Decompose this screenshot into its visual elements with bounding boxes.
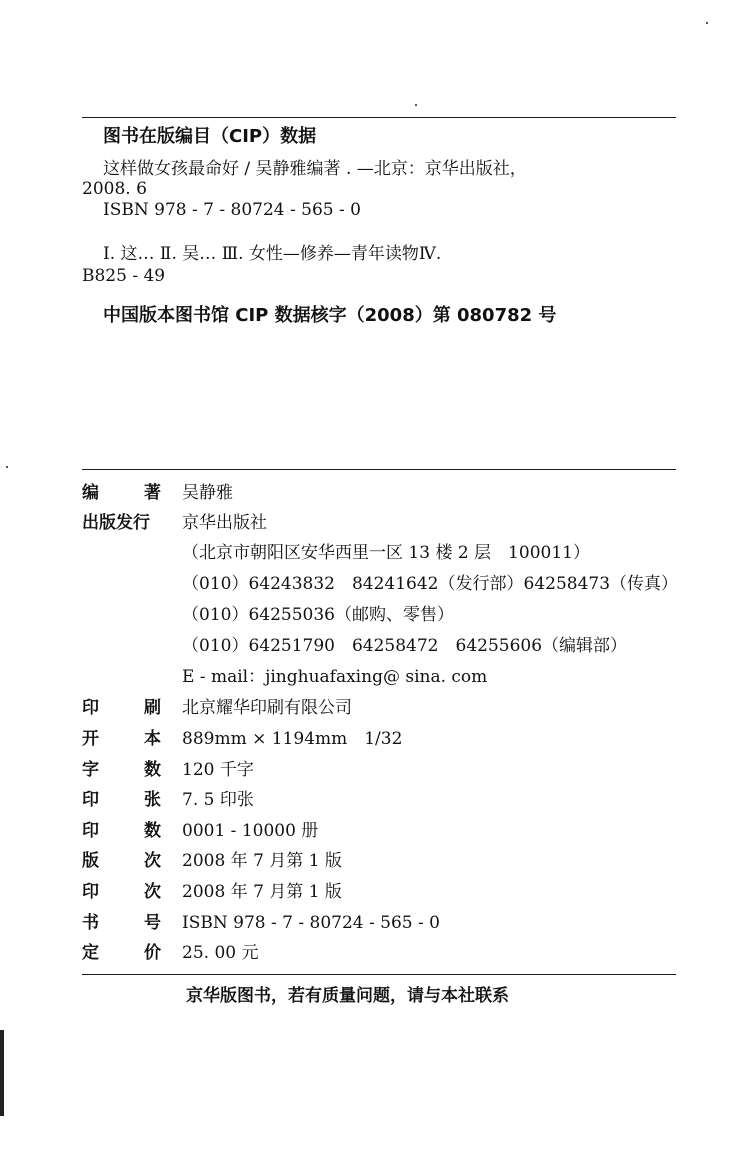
cip-date-line: 2008. 6: [82, 179, 147, 199]
isbn-label: [82, 913, 161, 933]
author-label: [82, 483, 161, 503]
author-label-char-1: 编: [82, 483, 99, 503]
colophon-bottom-rule: [82, 974, 676, 975]
scan-speck-top-right: [706, 22, 708, 24]
format-value: 889mm × 1194mm 1/32: [182, 729, 403, 749]
print-run-value: 0001 - 10000 册: [182, 821, 319, 841]
edition-label-char-1: 版: [82, 851, 99, 871]
sheets-label-char-1: 印: [82, 790, 99, 810]
scan-speck-left: [6, 466, 8, 468]
printing-label-char-1: 印: [82, 882, 99, 902]
print-run-label: [82, 821, 161, 841]
word-count-label-char-1: 字: [82, 760, 99, 780]
print-run-label-char-1: 印: [82, 821, 99, 841]
top-rule: [82, 117, 676, 118]
word-count-value: 120 千字: [182, 760, 254, 780]
sheets-label-char-2: 张: [144, 790, 161, 810]
price-label-char-2: 价: [144, 943, 161, 963]
publisher-phone-3: （010）64251790 64258472 64255606（编辑部）: [182, 636, 628, 656]
publisher-phone-2: （010）64255036（邮购、零售）: [182, 605, 454, 625]
author-label-char-2: 著: [144, 483, 161, 503]
publisher-email: E - mail：jinghuafaxing@ sina. com: [182, 667, 488, 687]
printer-label-char-1: 印: [82, 698, 99, 718]
printer-label-char-2: 刷: [144, 698, 161, 718]
printing-label-char-2: 次: [144, 882, 161, 902]
word-count-label-char-2: 数: [144, 760, 161, 780]
format-label: [82, 729, 161, 749]
edition-label-char-2: 次: [144, 851, 161, 871]
scan-edge-bar: [0, 1030, 4, 1116]
cip-isbn-line: ISBN 978 - 7 - 80724 - 565 - 0: [103, 200, 361, 220]
print-run-label-char-2: 数: [144, 821, 161, 841]
isbn-value: ISBN 978 - 7 - 80724 - 565 - 0: [182, 913, 440, 933]
cip-heading: 图书在版编目（CIP）数据: [103, 126, 317, 147]
scan-speck-top-center: [415, 104, 417, 106]
quality-notice: 京华版图书，若有质量问题，请与本社联系: [186, 986, 509, 1006]
format-label-char-2: 本: [144, 729, 161, 749]
printer-value: 北京耀华印刷有限公司: [182, 698, 352, 718]
cip-record-number: 中国版本图书馆 CIP 数据核字（2008）第 080782 号: [103, 305, 557, 326]
cip-subject-line: Ⅰ. 这… Ⅱ. 吴… Ⅲ. 女性—修养—青年读物Ⅳ.: [103, 244, 442, 264]
isbn-label-char-1: 书: [82, 913, 99, 933]
printing-label: [82, 882, 161, 902]
price-label-char-1: 定: [82, 943, 99, 963]
publisher-address: （北京市朝阳区安华西里一区 13 楼 2 层 100011）: [182, 543, 590, 563]
price-label: [82, 943, 161, 963]
cip-title-line: 这样做女孩最命好 / 吴静雅编著 . —北京：京华出版社，: [103, 159, 527, 179]
colophon-top-rule: [82, 469, 676, 470]
isbn-label-char-2: 号: [144, 913, 161, 933]
publisher-phone-1: （010）64243832 84241642（发行部）64258473（传真）: [182, 574, 679, 594]
publisher-label: 出版发行: [82, 513, 150, 533]
sheets-value: 7. 5 印张: [182, 790, 254, 810]
cip-classification-line: B825 - 49: [82, 266, 166, 286]
edition-label: [82, 851, 161, 871]
format-label-char-1: 开: [82, 729, 99, 749]
price-value: 25. 00 元: [182, 943, 259, 963]
author-value: 吴静雅: [182, 483, 233, 503]
word-count-label: [82, 760, 161, 780]
publisher-value: 京华出版社: [182, 513, 267, 533]
printer-label: [82, 698, 161, 718]
edition-value: 2008 年 7 月第 1 版: [182, 851, 342, 871]
sheets-label: [82, 790, 161, 810]
printing-value: 2008 年 7 月第 1 版: [182, 882, 342, 902]
